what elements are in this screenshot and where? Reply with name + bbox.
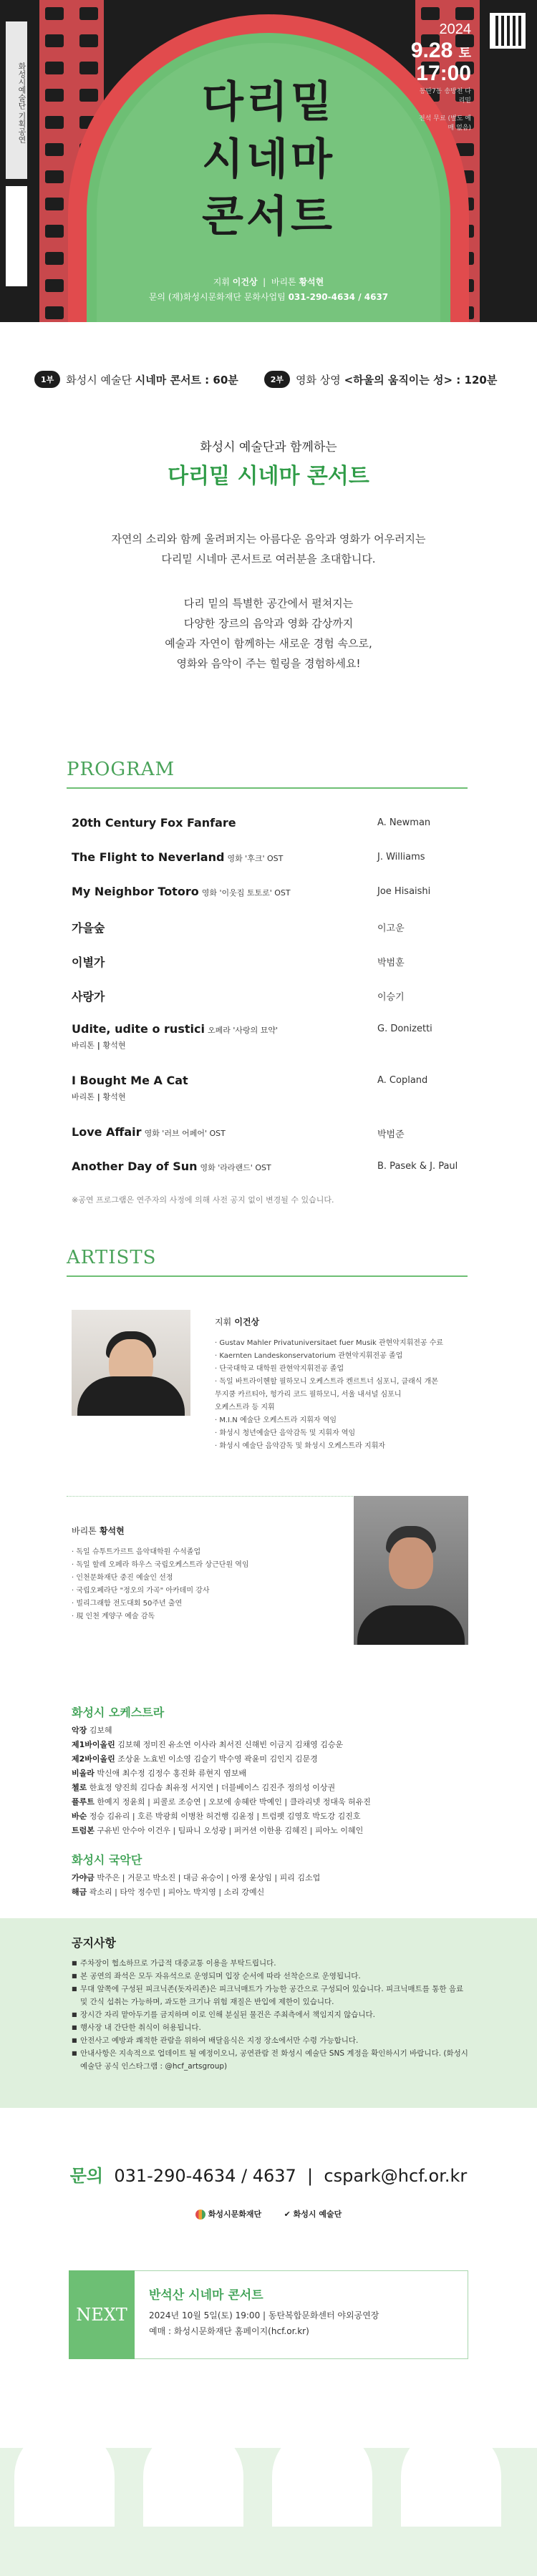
program-item-sub: 황석현 xyxy=(102,1041,126,1050)
hero-contact-label: 문의 xyxy=(148,292,166,302)
program-item-composer: Joe Hisaishi xyxy=(377,886,431,897)
program-item xyxy=(72,885,473,906)
orchestra-line xyxy=(72,1738,473,1752)
film-perforation xyxy=(79,7,98,20)
program-item-composer: 이승기 xyxy=(377,992,405,1003)
bio-line: · 단국대학교 대학원 관현악지휘전공 졸업 xyxy=(215,1365,344,1373)
section-label: 첼로 xyxy=(72,1783,87,1792)
film-perforation xyxy=(45,252,64,265)
bio-line: · M.I.N 예술단 오케스트라 지휘자 역임 xyxy=(215,1416,337,1424)
program-item-composer: 박범준 xyxy=(377,1129,405,1140)
hero-date-value: 9.28 xyxy=(410,39,453,62)
hero-weekday: 토 xyxy=(458,46,471,60)
bio-line: · 화성시 청년예술단 음악감독 및 지휘자 역임 xyxy=(215,1429,356,1437)
section-label: 가야금 xyxy=(72,1873,95,1882)
baritone-heading xyxy=(72,1525,125,1537)
program-note: ※공연 프로그램은 연주자의 사정에 의해 사전 공지 없이 변경될 수 있습니다. xyxy=(72,1195,334,1205)
program-item-composer: G. Donizetti xyxy=(377,1024,432,1034)
program-item-source: 오페라 '사랑의 묘약' xyxy=(207,1026,279,1035)
program-divider xyxy=(67,787,468,789)
section-members: 조상윤 노효빈 이소영 김슬기 박수영 곽윤미 김인지 김문경 xyxy=(117,1754,318,1764)
program-item-composer: A. Copland xyxy=(377,1075,428,1086)
schedule-bar xyxy=(34,365,507,394)
program-item-title: 이별가 xyxy=(72,956,105,969)
foundation-logo-text: 화성시문화재단 xyxy=(208,2210,262,2219)
gugak-title: 화성시 국악단 xyxy=(72,1853,142,1867)
bio-line: · 화성시 예술단 음악감독 및 화성시 오케스트라 지휘자 xyxy=(215,1442,385,1450)
part2-badge: 2부 xyxy=(264,371,290,388)
foundation-logo xyxy=(195,2208,261,2220)
next-tag: NEXT xyxy=(69,2270,135,2359)
program-item xyxy=(72,988,473,1009)
program-heading: PROGRAM xyxy=(67,759,175,780)
section-label: 플루트 xyxy=(72,1797,95,1807)
gugak-line xyxy=(72,1885,473,1900)
program-item-title: The Flight to Neverland xyxy=(72,850,225,864)
part1-text: 화성시 예술단 xyxy=(66,373,132,387)
intro-title: 다리밑 시네마 콘서트 xyxy=(168,464,369,489)
section-members: 한효정 양진희 김다솜 최유정 서지연 | 더블베이스 김진주 정의성 이상권 xyxy=(89,1783,336,1792)
conductor-name: 이건상 xyxy=(232,277,258,287)
intro-paragraph-line: 다양한 장르의 음악과 영화 감상까지 xyxy=(183,617,354,630)
part1-bold: 시네마 콘서트 : 60분 xyxy=(135,373,238,387)
baritone-photo xyxy=(354,1496,468,1645)
program-item: I Bought Me A Cat 바리톤 | 황석현 A. Copland xyxy=(72,1074,428,1102)
program-item-composer: J. Williams xyxy=(377,852,425,862)
program-item-title: Another Day of Sun xyxy=(72,1160,198,1173)
program-item-source: 영화 '러브 어페어' OST xyxy=(144,1129,226,1138)
baritone-name: 황석현 xyxy=(299,277,324,287)
hero-title-line-2: 시네마 xyxy=(202,135,335,185)
program-item xyxy=(72,1160,473,1181)
intro-pretitle: 화성시 예술단과 함께하는 xyxy=(200,440,337,455)
sponsor-logos xyxy=(0,2208,537,2220)
orchestra-line xyxy=(72,1766,473,1781)
section-members: 김보혜 xyxy=(89,1726,112,1735)
bio-line: 무지쿰 카르티아, 헝가리 코드 필하모니, 서울 내셔널 심포니 xyxy=(215,1391,402,1399)
contact-label: 문의 xyxy=(69,2166,104,2186)
orchestra-title: 화성시 오케스트라 xyxy=(72,1706,165,1719)
program-item-source: 영화 '이웃집 토토로' OST xyxy=(201,888,291,898)
section-label: 제2바이올린 xyxy=(72,1754,115,1764)
section-members: 구유빈 안수아 이건우 | 팀파니 오성광 | 퍼커션 이한용 김혜진 | 피아노 이혜인 xyxy=(97,1826,364,1835)
conductor-role: 지휘 xyxy=(215,1317,232,1327)
hero-year: 2024 xyxy=(439,21,471,37)
program-item-composer: A. Newman xyxy=(377,817,431,828)
arts-group-logo-icon: ✔ xyxy=(284,2210,291,2219)
artists-heading: ARTISTS xyxy=(67,1247,157,1268)
section-label: 해금 xyxy=(72,1887,87,1897)
section-label: 트럼본 xyxy=(72,1826,95,1835)
conductor-heading xyxy=(215,1316,259,1328)
section-label: 비올라 xyxy=(72,1769,95,1778)
baritone-bio xyxy=(72,1546,329,1623)
hero-side-caption: 화성시예술단 기획공연 xyxy=(6,21,27,179)
film-perforation xyxy=(455,7,474,20)
notice-list xyxy=(72,1957,473,2073)
hero-time: 17:00 xyxy=(416,62,471,85)
section-members: 박신애 최수정 김정수 홍진화 류현지 염보배 xyxy=(97,1769,247,1778)
contact-phone[interactable]: 031-290-4634 / 4637 xyxy=(114,2166,296,2186)
hero-contact xyxy=(0,291,537,303)
foundation-logo-icon xyxy=(195,2210,205,2220)
program-item-source: 영화 '후크' OST xyxy=(227,854,284,863)
bio-line: · 現 인천 계양구 예술 감독 xyxy=(72,1613,155,1620)
film-perforation xyxy=(45,34,64,47)
hero-contact-org: (재)화성시문화재단 문화사업팀 xyxy=(168,292,286,302)
notice-item: ■ 주차장이 협소하므로 가급적 대중교통 이용을 부탁드립니다. xyxy=(72,1957,473,1970)
hero-banner xyxy=(0,0,537,322)
notice-item: ■ 안내사항은 지속적으로 업데이트 될 예정이오니, 공연관람 전 화성시 예술단 SNS 계정을 확인하시기 바랍니다. (화성시 예술단 공식 인스타그램 : @hcf_artsgroup) xyxy=(72,2047,473,2073)
intro-paragraph-line: 영화와 음악이 주는 힐링을 경험하세요! xyxy=(176,657,361,670)
program-item-title: Love Affair xyxy=(72,1125,142,1139)
part2-bold: <하울의 움직이는 성> : 120분 xyxy=(344,373,498,387)
program-item-sub-label: 바리톤 xyxy=(72,1092,95,1102)
program-item-composer: 이고운 xyxy=(377,923,405,934)
arts-group-logo-text: 화성시 예술단 xyxy=(293,2210,342,2219)
section-members: 정승 김유리 | 호른 박광희 이병찬 허건행 김윤정 | 트럼펫 김영호 박도강 김진호 xyxy=(89,1812,361,1821)
film-perforation xyxy=(45,306,64,319)
section-members: 한예지 정윤희 | 피콜로 조승연 | 오보에 송혜란 박예인 | 클라리넷 정대욱 허유진 xyxy=(97,1797,371,1807)
film-perforation xyxy=(45,7,64,20)
bio-line: · 독일 할레 오페라 하우스 국립오케스트라 상근단원 역임 xyxy=(72,1561,249,1569)
program-item-title: 가을숲 xyxy=(72,921,105,935)
section-label: 악장 xyxy=(72,1726,87,1735)
bio-line: · 인천문화재단 중진 예술인 선정 xyxy=(72,1574,173,1582)
film-perforation xyxy=(421,7,440,20)
footer-arches xyxy=(0,2405,537,2576)
part1-badge: 1부 xyxy=(34,371,60,388)
program-item: Udite, udite o rustici 오페라 '사랑의 묘약' 바리톤 | 황석현 G. Donizetti xyxy=(72,1022,432,1050)
conductor-bio xyxy=(215,1337,473,1453)
hero-title-line-1: 다리밑 xyxy=(202,77,335,127)
bio-line: 오케스트라 등 지휘 xyxy=(215,1404,275,1411)
hero-admission: 전석 무료 (별도 예매 없음) xyxy=(419,115,471,132)
conductor-label: 지휘 xyxy=(213,277,230,287)
program-item-title: I Bought Me A Cat xyxy=(72,1074,188,1087)
artists-divider xyxy=(67,1275,468,1277)
gugak-line xyxy=(72,1871,473,1885)
program-item-sub: 황석현 xyxy=(102,1092,126,1102)
intro-paragraph-line: 자연의 소리와 함께 울려퍼지는 아름다운 음악과 영화가 어우러지는 xyxy=(111,533,426,545)
program-item xyxy=(72,953,473,975)
orchestra-line xyxy=(72,1724,473,1738)
part2-text: 영화 상영 xyxy=(296,373,341,387)
program-item-composer: 박범훈 xyxy=(377,958,405,968)
hero-venue: 동탄7동 송방천 다리밑 xyxy=(419,88,471,105)
section-label: 제1바이올린 xyxy=(72,1740,115,1749)
section-members: 김보혜 정미진 유소연 이사라 최서진 신해빈 이금지 김채영 김승운 xyxy=(117,1740,344,1749)
notice-title: 공지사항 xyxy=(72,1936,116,1950)
notice-item: ■ 행사장 내 간단한 취식이 허용됩니다. xyxy=(72,2021,473,2034)
program-item-sub-label: 바리톤 xyxy=(72,1041,95,1050)
film-perforation xyxy=(79,34,98,47)
notice-item: ■ 장시간 자리 맡아두기를 금지하며 이로 인해 분실된 물건은 주최측에서 책임지지 않습니다. xyxy=(72,2008,473,2021)
bio-line: · 빌리그래함 전도대회 50주년 출연 xyxy=(72,1600,183,1608)
notice-item: ■ 무대 앞쪽에 구성된 피크닉존(돗자리존)은 피크닉매트가 가능한 공간으로 구성되어 있습니다. 피크닉매트를 통한 음료 및 간식 섭취는 가능하며, 과도한 크기나 위험 재질은 반입에 제한이 있습니다. xyxy=(72,1983,473,2008)
hero-contact-phone[interactable]: 031-290-4634 / 4637 xyxy=(288,292,389,302)
intro-paragraph-line: 다리 밑의 특별한 공간에서 펼쳐지는 xyxy=(183,597,354,610)
next-event-title: 반석산 시네마 콘서트 xyxy=(149,2288,263,2303)
orchestra-line xyxy=(72,1809,473,1824)
next-event-booking[interactable]: 예매 : 화성시문화재단 홈페이지(hcf.or.kr) xyxy=(149,2326,309,2336)
program-item-title: 사랑가 xyxy=(72,990,105,1003)
bio-line: · 독일 바트라이헨할 필하모니 오케스트라 켄르트너 심포니, 클래식 개몬 xyxy=(215,1378,438,1386)
next-event-date: 2024년 10월 5일(토) 19:00 | 동탄복합문화센터 야외공연장 xyxy=(149,2310,379,2320)
section-members: 박주은 | 거문고 박소진 | 대금 유승이 | 아쟁 윤상임 | 피리 김소업 xyxy=(97,1873,321,1882)
orchestra-line xyxy=(72,1824,473,1838)
baritone-full-name: 황석현 xyxy=(99,1526,125,1536)
baritone-label: 바리톤 xyxy=(271,277,296,287)
notice-item: ■ 본 공연의 좌석은 모두 자유석으로 운영되며 입장 순서에 따라 선착순으로 운영됩니다. xyxy=(72,1970,473,1983)
baritone-role: 바리톤 xyxy=(72,1526,97,1536)
hero-date xyxy=(411,39,471,63)
program-item-title: My Neighbor Totoro xyxy=(72,885,199,898)
bio-line: · Kaernten Landeskonservatorium 관현악지휘전공 졸업 xyxy=(215,1352,403,1360)
hero-title-line-3: 콘서트 xyxy=(202,192,335,242)
bio-line: · 독일 슈투트가르트 음악대학원 수석졸업 xyxy=(72,1548,201,1556)
intro-paragraph-line: 다리밑 시네마 콘서트로 여러분을 초대합니다. xyxy=(161,553,376,565)
program-item-source: 영화 '라라랜드' OST xyxy=(200,1163,271,1172)
program-item-composer: B. Pasek & J. Paul xyxy=(377,1161,458,1172)
section-label: 바순 xyxy=(72,1812,87,1821)
orchestra-line xyxy=(72,1781,473,1795)
program-item xyxy=(72,850,473,872)
conductor-full-name: 이건상 xyxy=(234,1317,260,1327)
bio-line: · 국립오페라단 "정오의 가곡" 아카데미 강사 xyxy=(72,1587,210,1595)
orchestra-line xyxy=(72,1752,473,1766)
section-members: 곽소리 | 타악 정수민 | 피아노 박지영 | 소리 강예신 xyxy=(89,1887,265,1897)
intro-paragraph-line: 예술과 자연이 함께하는 새로운 경험 속으로, xyxy=(165,637,372,650)
orchestra-line xyxy=(72,1795,473,1809)
bio-line: · Gustav Mahler Privatuniversitaet fuer Musik 관현악지휘전공 수료 xyxy=(215,1339,444,1347)
program-item xyxy=(72,919,473,941)
program-item xyxy=(72,1125,473,1147)
program-item xyxy=(72,816,473,837)
qr-code-icon[interactable] xyxy=(490,13,526,49)
conductor-photo xyxy=(72,1310,190,1416)
hero-credits: 지휘 이건상 | 바리톤 황석현 xyxy=(213,277,324,287)
program-item-title: Udite, udite o rustici xyxy=(72,1022,205,1036)
notice-item: ■ 안전사고 예방과 쾌적한 관람을 위하여 배달음식은 지정 장소에서만 수령 가능합니다. xyxy=(72,2034,473,2047)
program-item-title: 20th Century Fox Fanfare xyxy=(72,816,236,830)
arts-group-logo xyxy=(284,2208,342,2220)
contact-line: 문의 031-290-4634 / 4637 | cspark@hcf.or.kr xyxy=(69,2166,468,2186)
contact-email[interactable]: cspark@hcf.or.kr xyxy=(324,2166,468,2186)
